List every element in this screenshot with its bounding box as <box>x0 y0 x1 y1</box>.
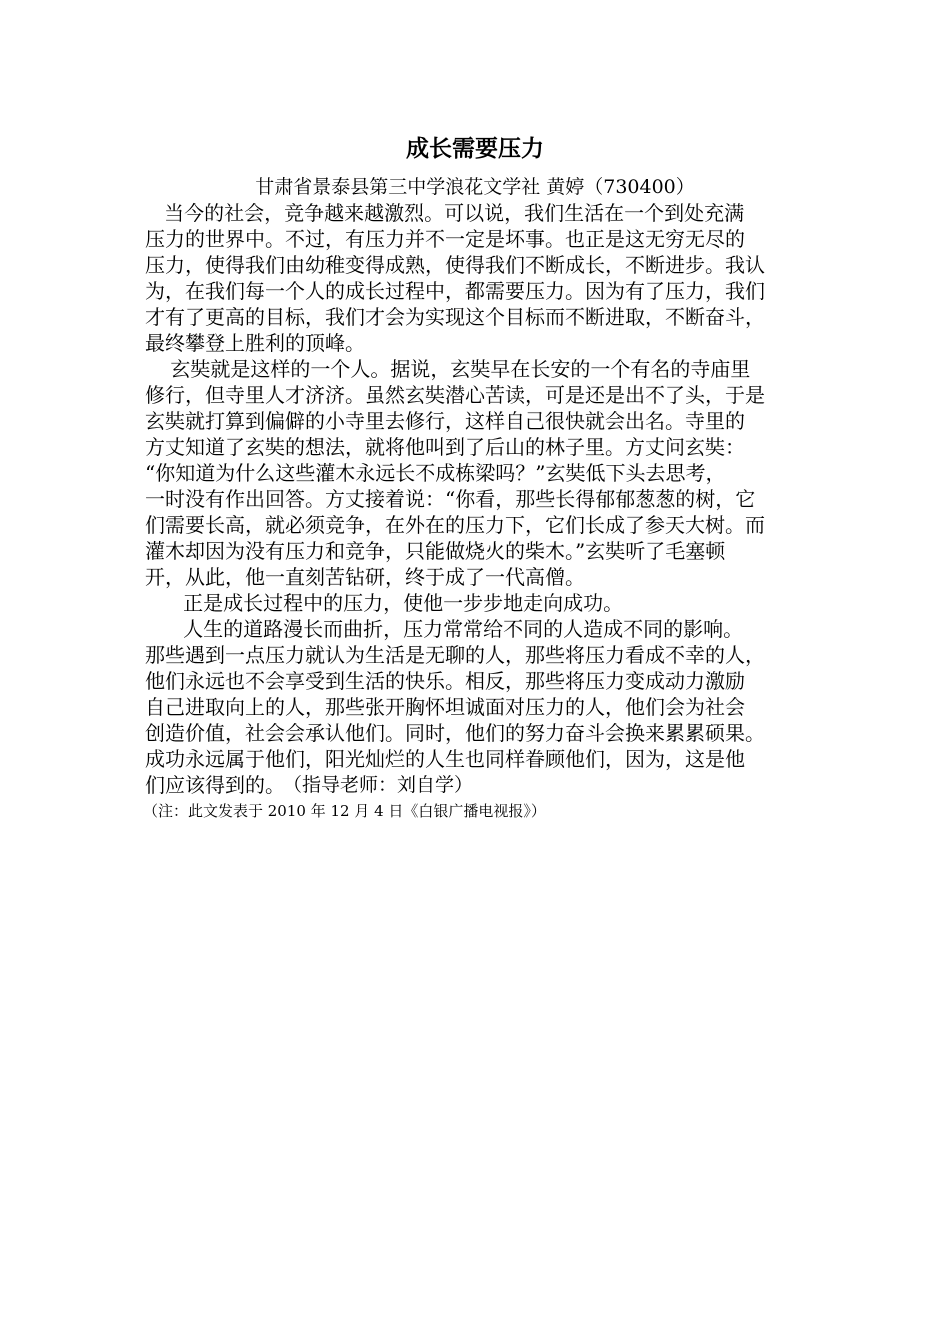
body-line: 们需要长高，就必须竞争，在外在的压力下，它们长成了参天大树。而 <box>145 513 765 537</box>
body-line: 他们永远也不会享受到生活的快乐。相反，那些将压力变成动力激励 <box>145 669 745 693</box>
body-line: 开，从此，他一直刻苦钻研，终于成了一代高僧。 <box>145 565 585 589</box>
body-line: 修行，但寺里人才济济。虽然玄奘潜心苦读，可是还是出不了头，于是 <box>145 383 765 407</box>
body-line: 成功永远属于他们，阳光灿烂的人生也同样眷顾他们，因为，这是他 <box>145 747 745 771</box>
body-line: 正是成长过程中的压力，使他一步步地走向成功。 <box>145 591 624 615</box>
body-line: 一时没有作出回答。方丈接着说：“你看，那些长得郁郁葱葱的树，它 <box>145 487 756 511</box>
body-line: 当今的社会，竞争越来越激烈。可以说，我们生活在一个到处充满 <box>145 201 745 225</box>
body-line: 们应该得到的。 <box>145 773 285 797</box>
article-title: 成长需要压力 <box>406 136 544 162</box>
body-line: 压力，使得我们由幼稚变得成熟，使得我们不断成长，不断进步。我认 <box>145 253 765 277</box>
body-line: 灌木却因为没有压力和竞争，只能做烧火的柴木。”玄奘听了毛塞顿 <box>145 539 726 563</box>
body-line: 人生的道路漫长而曲折，压力常常给不同的人造成不同的影响。 <box>145 617 744 641</box>
body-line: “你知道为什么这些灌木永远长不成栋梁吗？”玄奘低下头去思考， <box>145 461 726 485</box>
author-byline: 甘肃省景泰县第三中学浪花文学社 黄婷（730400） <box>255 176 695 198</box>
body-line: 创造价值，社会会承认他们。同时，他们的努力奋斗会换来累累硕果。 <box>145 721 765 745</box>
body-line: 方丈知道了玄奘的想法，就将他叫到了后山的林子里。方丈问玄奘： <box>145 435 745 459</box>
instructor-credit: （指导老师：刘自学） <box>283 774 474 796</box>
publication-note: （注：此文发表于 2010 年 12 月 4 日《白银广播电视报》） <box>143 802 546 820</box>
body-line: 才有了更高的目标，我们才会为实现这个目标而不断进取，不断奋斗， <box>145 305 765 329</box>
body-line: 那些遇到一点压力就认为生活是无聊的人，那些将压力看成不幸的人， <box>145 643 765 667</box>
article-body <box>145 200 815 798</box>
body-line: 玄奘就是这样的一个人。据说，玄奘早在长安的一个有名的寺庙里 <box>145 357 751 381</box>
body-line: 最终攀登上胜利的顶峰。 <box>145 331 365 355</box>
body-line: 为，在我们每一个人的成长过程中，都需要压力。因为有了压力，我们 <box>145 279 765 303</box>
body-line: 玄奘就打算到偏僻的小寺里去修行，这样自己很快就会出名。寺里的 <box>145 409 745 433</box>
body-line: 自己进取向上的人，那些张开胸怀坦诚面对压力的人，他们会为社会 <box>145 695 745 719</box>
body-line: 压力的世界中。不过，有压力并不一定是坏事。也正是这无穷无尽的 <box>145 227 745 251</box>
